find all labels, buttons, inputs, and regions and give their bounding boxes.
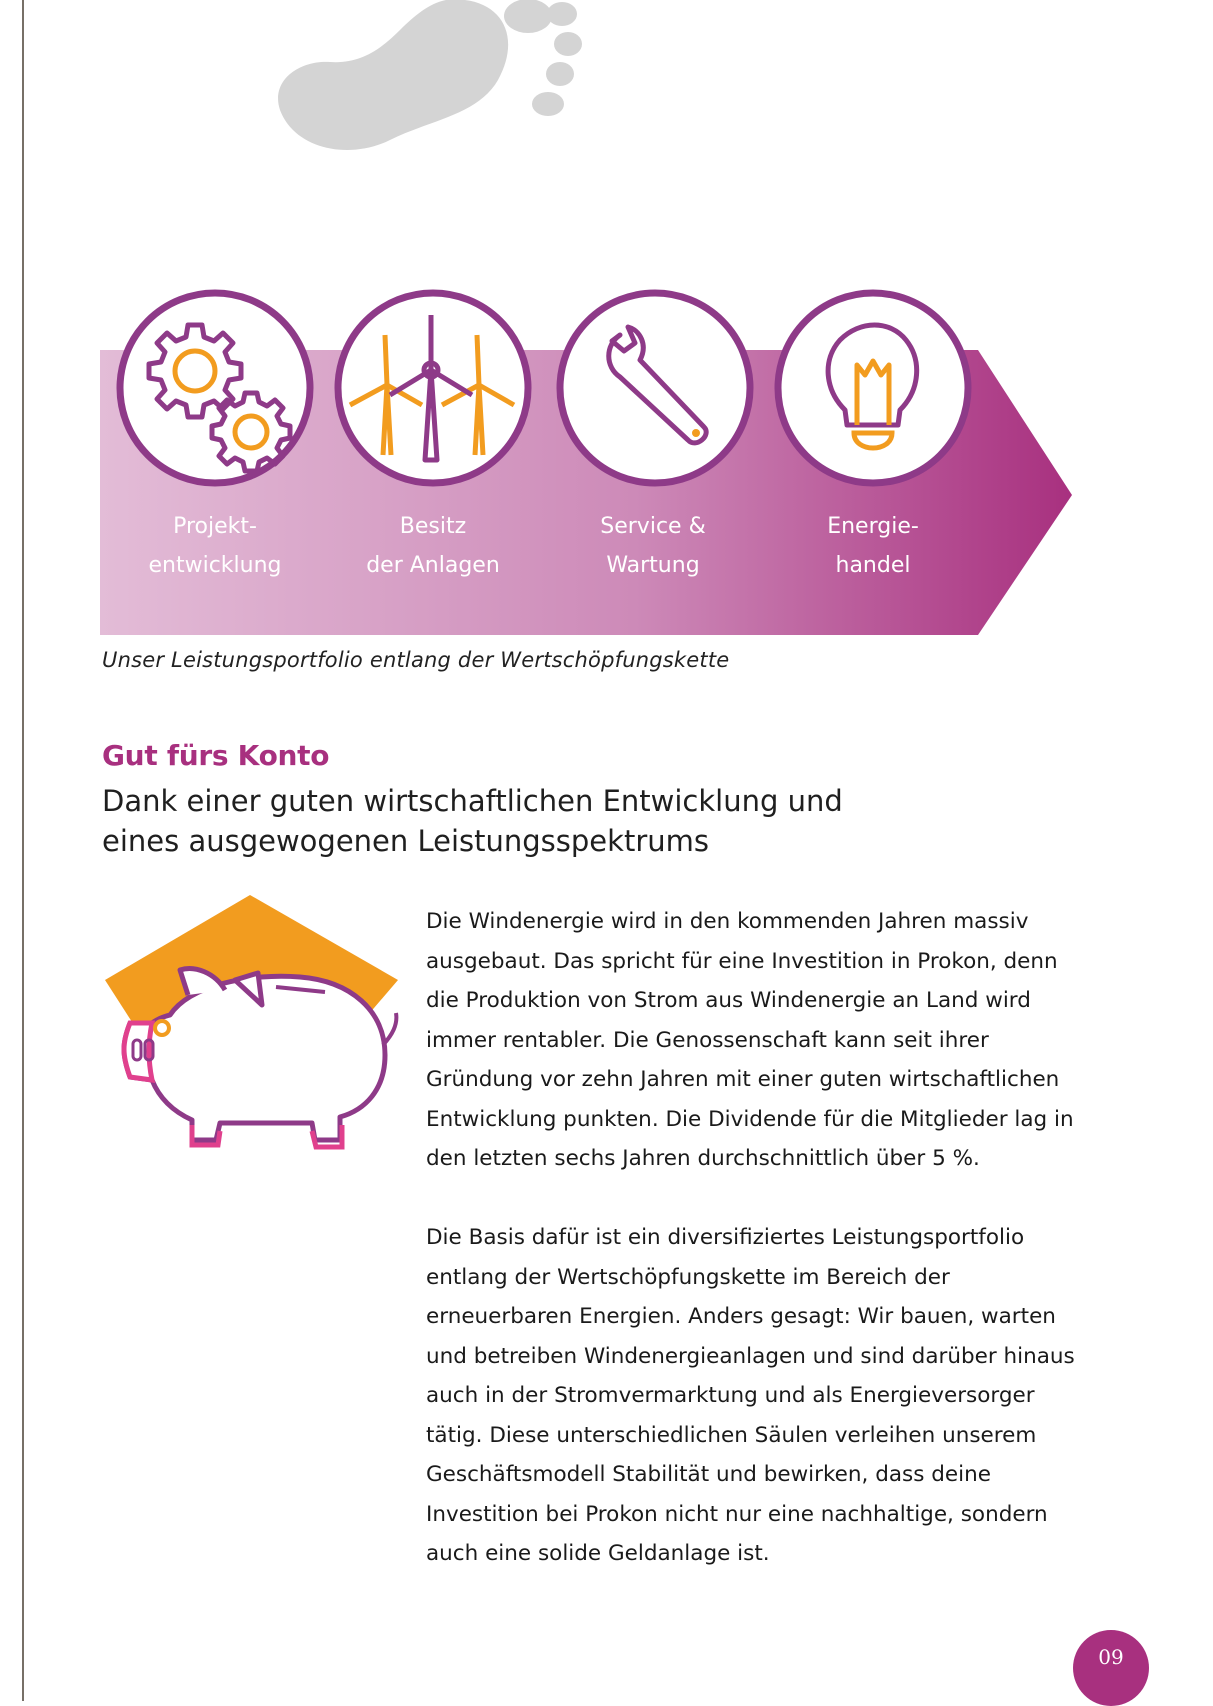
section-subheading [102, 781, 1002, 861]
page-number: 09 [1073, 1630, 1149, 1706]
piggy-bank-icon [100, 895, 410, 1160]
body-text [426, 902, 1086, 1613]
chain-label-3 [553, 507, 753, 585]
chain-label-line: handel [835, 553, 911, 578]
footprint-icon [270, 0, 610, 160]
wrench-icon [560, 293, 750, 483]
chain-label-line: entwicklung [148, 553, 282, 578]
subheading-line: Dank einer guten wirtschaftlichen Entwicklung und [102, 784, 843, 818]
chain-label-line: Wartung [606, 553, 700, 578]
chain-label-line: Energie- [827, 514, 919, 539]
figure-caption: Unser Leistungsportfolio entlang der Wertschöpfungskette [102, 648, 730, 672]
chain-label-line: der Anlagen [366, 553, 500, 578]
value-chain-arrow [100, 285, 1080, 640]
chain-label-2 [333, 507, 533, 585]
chain-label-line: Service & [600, 514, 706, 539]
subheading-line: eines ausgewogenen Leistungsspektrums [102, 824, 709, 858]
wind-turbines-icon [338, 293, 528, 483]
paragraph-1: Die Windenergie wird in den kommenden Jahren massiv ausgebaut. Das spricht für eine Investition in Prokon, denn die Produktion von Strom aus Windenergie an Land wird immer rentabler. Die Genossenschaft kann seit ihrer Gründung vor zehn Jahren mit einer guten wirtschaftlichen Entwicklung punkten. Die Dividende für die Mitglieder lag in den letzten sechs Jahren durchschnittlich über 5 %. [426, 909, 1074, 1171]
lightbulb-icon [778, 293, 968, 483]
paragraph-2: Die Basis dafür ist ein diversifiziertes Leistungsportfolio entlang der Wertschöpfungskette im Bereich der erneuerbaren Energien. Anders gesagt: Wir bauen, warten und betreiben Windenergieanlagen und sind darüber hinaus auch in der Stromvermarktung und als Energieversorger tätig. Diese unterschiedlichen Säulen verleihen unserem Geschäftsmodell Stabilität und bewirken, dass deine Investition bei Prokon nicht nur eine nachhaltige, sondern auch eine solide Geldanlage ist. [426, 1225, 1075, 1566]
gears-icon [120, 293, 310, 483]
chain-label-line: Besitz [399, 514, 467, 539]
chain-label-line: Projekt- [173, 514, 257, 539]
chain-label-1 [115, 507, 315, 585]
page-margin-line [22, 0, 24, 1701]
section-heading: Gut fürs Konto [102, 739, 330, 772]
chain-label-4 [773, 507, 973, 585]
value-chain-graphic [100, 285, 1080, 644]
